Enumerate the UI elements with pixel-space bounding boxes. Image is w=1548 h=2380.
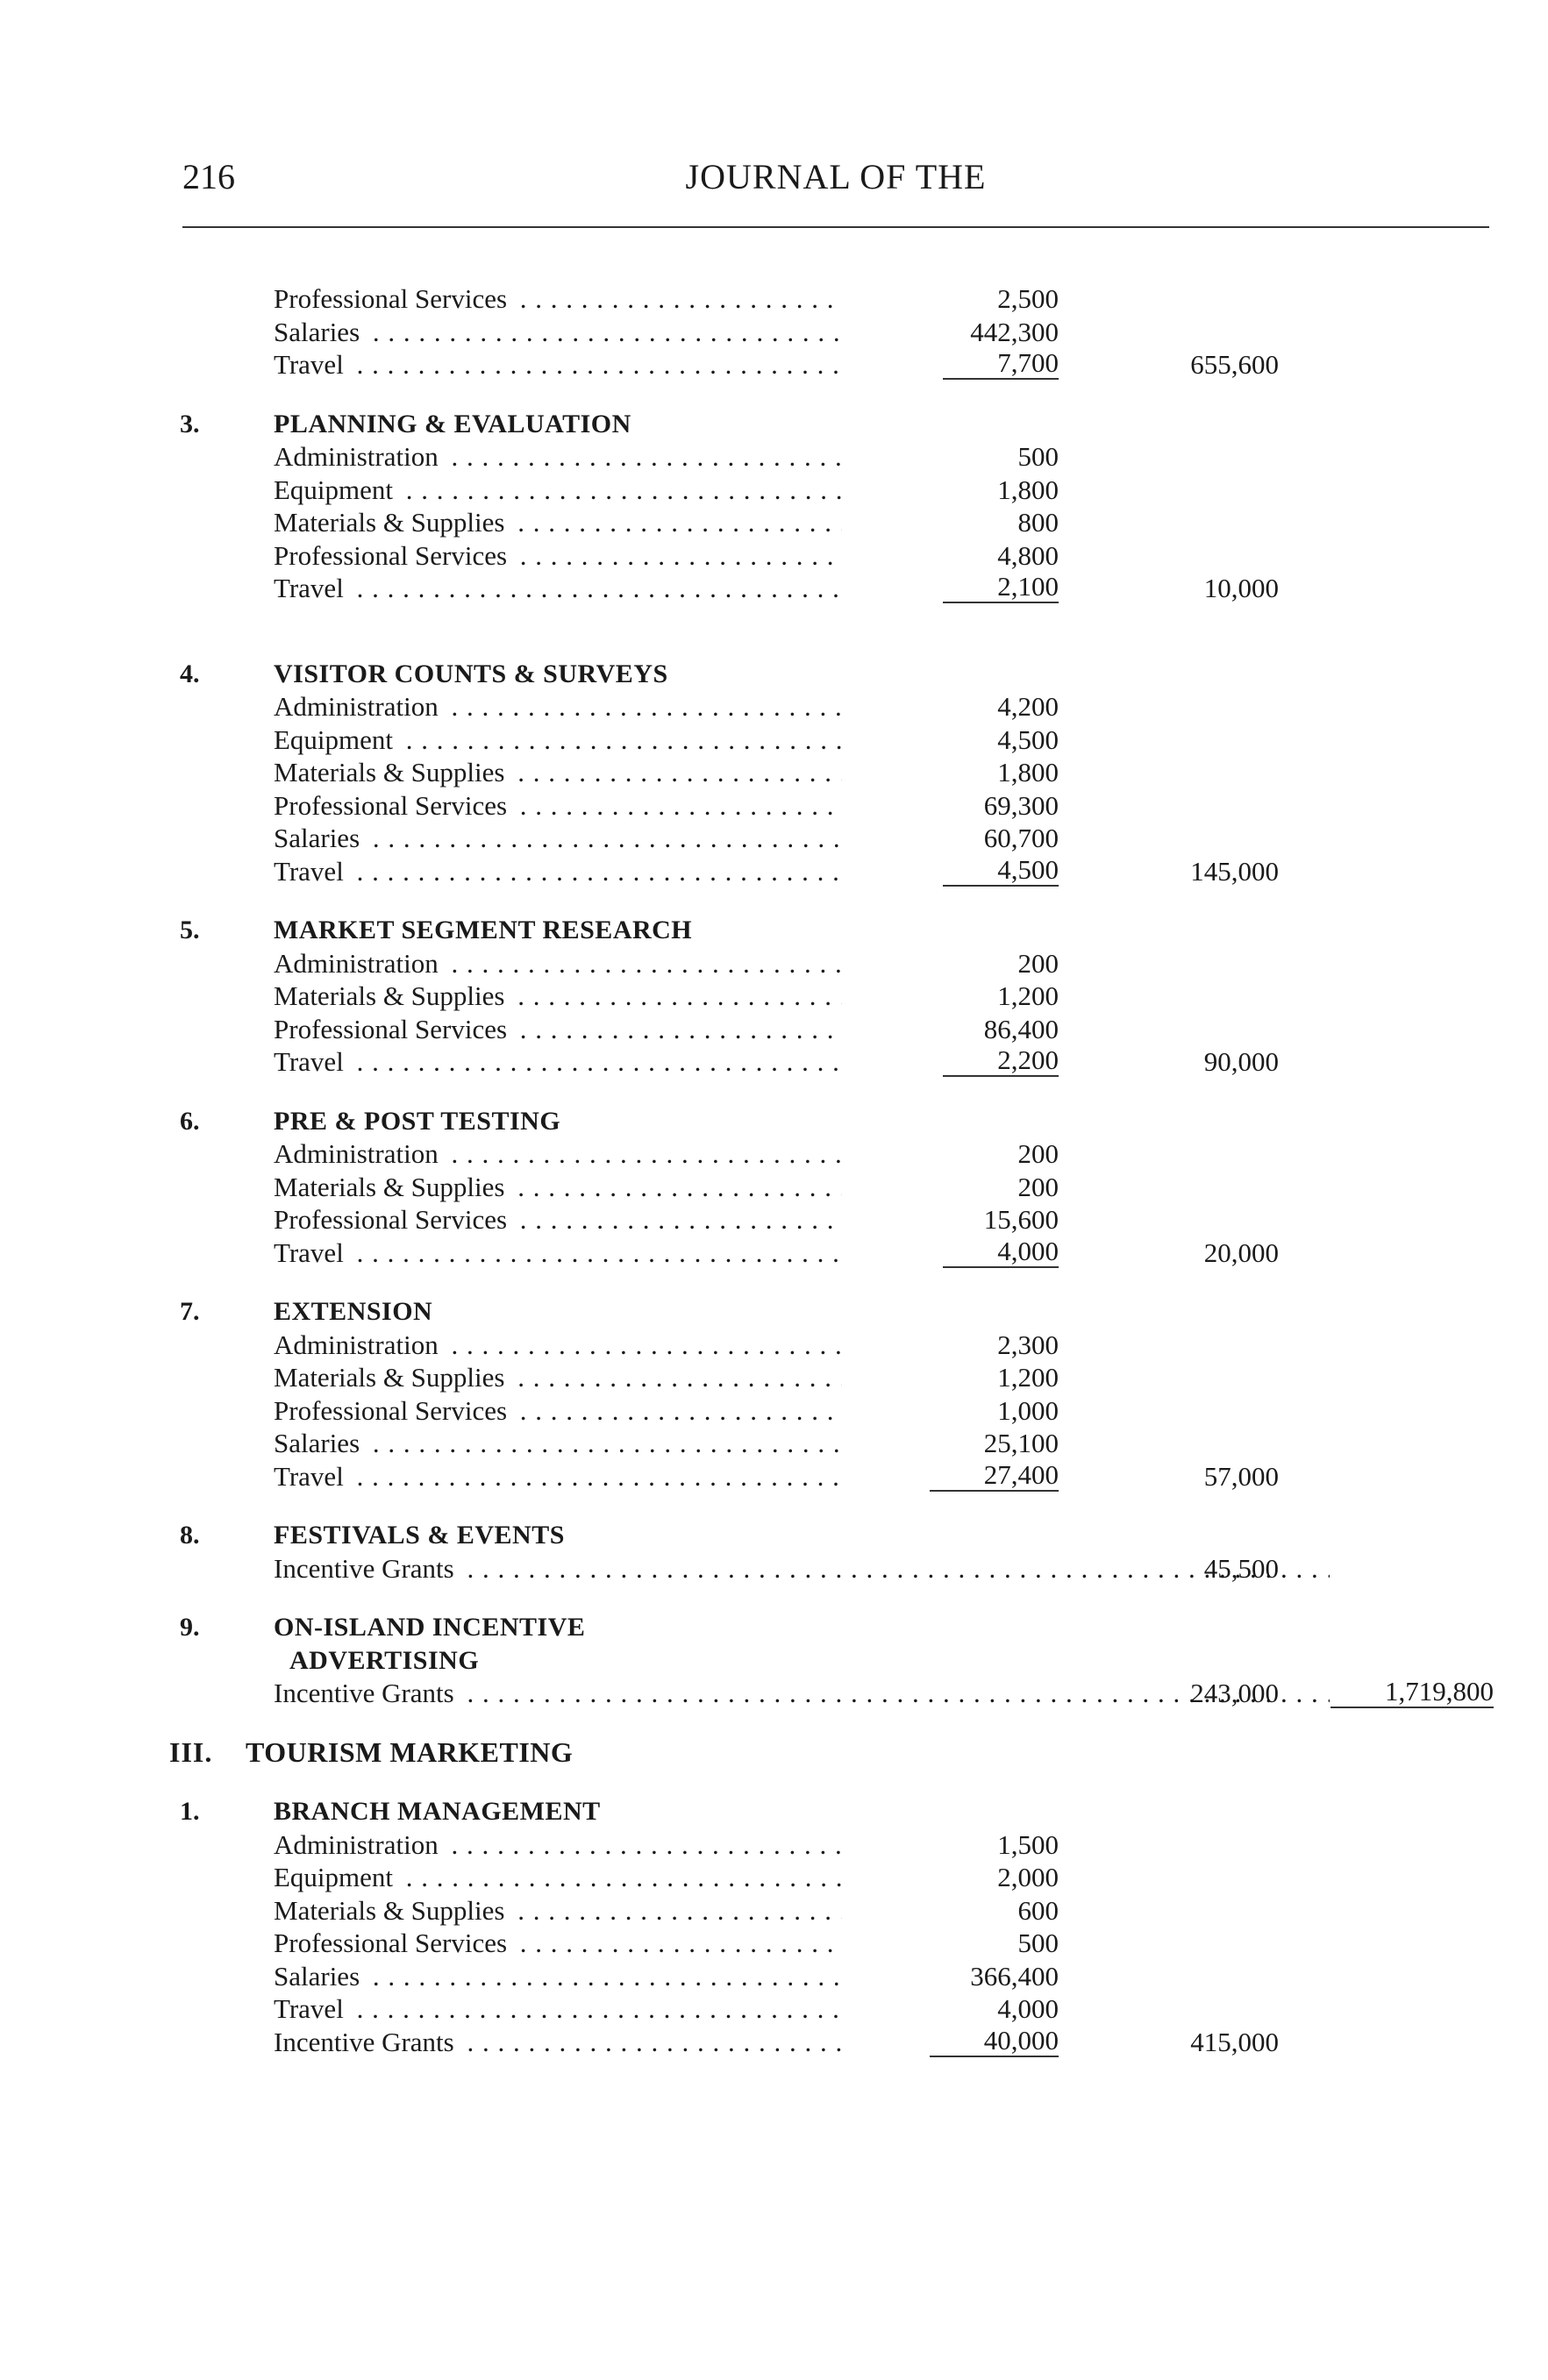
section-title: MARKET SEGMENT RESEARCH	[274, 916, 693, 944]
item-label-text: Administration	[274, 1329, 444, 1360]
section-number: 3.	[180, 409, 200, 438]
line-item	[0, 1460, 1548, 1493]
item-amount: 25,100	[983, 1428, 1059, 1458]
section-title: PLANNING & EVALUATION	[274, 409, 631, 438]
item-label	[274, 539, 842, 573]
item-label-text: Materials & Supplies	[274, 507, 510, 538]
line-item	[0, 572, 1548, 605]
item-label-text: Travel	[274, 573, 349, 603]
item-label	[274, 1236, 842, 1270]
item-label	[274, 947, 842, 980]
item-label-text: Administration	[274, 691, 444, 722]
item-label-text: Professional Services	[274, 1014, 512, 1044]
line-item	[0, 822, 1548, 855]
item-amount: 1,500	[997, 1828, 1059, 1860]
line-item	[0, 1137, 1548, 1171]
item-amount: 4,000	[997, 1993, 1059, 2024]
item-amount: 1,800	[997, 474, 1059, 505]
item-label-text: Materials & Supplies	[274, 1172, 510, 1202]
section-title: FESTIVALS & EVENTS	[274, 1521, 565, 1550]
item-label	[274, 1361, 842, 1394]
line-item	[0, 756, 1548, 789]
item-label	[274, 1861, 842, 1894]
item-amount: 27,400	[930, 1460, 1059, 1492]
item-amount: 4,500	[997, 723, 1059, 755]
line-item	[0, 1894, 1548, 1928]
item-label-text: Materials & Supplies	[274, 1362, 510, 1393]
line-item	[0, 1960, 1548, 1993]
program-number: III.	[169, 1735, 213, 1768]
item-label-text: Professional Services	[274, 1204, 512, 1235]
item-label-text: Salaries	[274, 1961, 365, 1992]
item-amount: 4,200	[997, 691, 1059, 722]
item-label	[274, 2026, 842, 2059]
line-item	[0, 1329, 1548, 1362]
line-item	[0, 1677, 1548, 1710]
item-label	[274, 1894, 842, 1928]
item-label-text: Professional Services	[274, 790, 512, 821]
page-header	[182, 156, 1489, 202]
item-label-text: Materials & Supplies	[274, 757, 510, 787]
section-heading	[0, 1105, 1548, 1138]
item-label-text: Professional Services	[274, 1395, 512, 1426]
spacer	[0, 605, 1548, 658]
item-label-text: Professional Services	[274, 283, 512, 314]
line-item	[0, 1203, 1548, 1236]
section-number: 1.	[180, 1797, 200, 1826]
item-label-text: Incentive Grants	[274, 1553, 460, 1584]
spacer	[0, 1269, 1548, 1295]
item-amount: 1,200	[997, 980, 1059, 1011]
item-label	[274, 855, 842, 888]
section-heading	[0, 1611, 1548, 1644]
section-total: 10,000	[1203, 573, 1279, 603]
item-label-text: Administration	[274, 1138, 444, 1169]
spacer	[0, 381, 1548, 408]
line-item	[0, 947, 1548, 980]
item-label-text: Travel	[274, 1237, 349, 1268]
program-total: 1,719,800	[1330, 1677, 1494, 1708]
spacer	[0, 1710, 1548, 1736]
item-label	[274, 1992, 842, 2026]
item-label-text: Materials & Supplies	[274, 980, 510, 1011]
spacer	[0, 1769, 1548, 1795]
item-amount: 200	[1017, 1138, 1059, 1169]
line-item	[0, 474, 1548, 507]
line-item	[0, 1361, 1548, 1394]
item-label	[274, 980, 842, 1013]
section-total: 655,600	[1190, 349, 1279, 380]
line-item	[0, 348, 1548, 381]
item-label	[274, 474, 842, 507]
section-total: 20,000	[1203, 1236, 1279, 1268]
item-label	[274, 1013, 842, 1046]
line-item	[0, 1171, 1548, 1204]
line-item	[0, 1045, 1548, 1079]
item-label	[274, 1137, 842, 1171]
line-item	[0, 1992, 1548, 2026]
section-number: 9.	[180, 1613, 200, 1642]
item-label-text: Travel	[274, 1046, 349, 1077]
item-amount: 1,200	[997, 1362, 1059, 1393]
section-total: 415,000	[1190, 2026, 1279, 2057]
section-total: 145,000	[1190, 855, 1279, 887]
line-item	[0, 1427, 1548, 1460]
item-label	[274, 572, 842, 605]
section-total: 90,000	[1203, 1046, 1279, 1077]
spacer	[0, 1493, 1548, 1519]
section-heading	[0, 408, 1548, 441]
spacer	[0, 887, 1548, 914]
section-heading	[0, 1795, 1548, 1828]
item-amount: 500	[1017, 441, 1059, 472]
item-label-text: Professional Services	[274, 1928, 512, 1958]
item-amount: 800	[1017, 507, 1059, 538]
item-label-text: Equipment	[274, 474, 398, 505]
item-label-text: Equipment	[274, 1862, 398, 1892]
item-label-text: Materials & Supplies	[274, 1895, 510, 1926]
item-label-text: Administration	[274, 441, 444, 472]
item-label	[274, 282, 842, 316]
item-amount: 7,700	[943, 348, 1059, 380]
item-label-text: Travel	[274, 349, 349, 380]
item-label	[274, 1460, 842, 1493]
line-item	[0, 1394, 1548, 1428]
spacer	[0, 1079, 1548, 1105]
item-label	[274, 723, 842, 757]
item-label	[274, 1427, 842, 1460]
item-amount: 86,400	[983, 1013, 1059, 1044]
section-number: 7.	[180, 1297, 200, 1326]
section-title: VISITOR COUNTS & SURVEYS	[274, 659, 668, 688]
section-title: EXTENSION	[274, 1297, 433, 1326]
section-number: 6.	[180, 1106, 200, 1136]
section-number: 4.	[180, 659, 200, 688]
line-item	[0, 1552, 1548, 1585]
line-item	[0, 539, 1548, 573]
section-heading	[0, 1644, 1548, 1678]
appropriations-table	[0, 282, 1548, 2058]
item-label	[274, 316, 842, 349]
item-label	[274, 1329, 842, 1362]
item-amount: 2,300	[997, 1329, 1059, 1360]
line-item	[0, 1828, 1548, 1862]
item-label-text: Salaries	[274, 317, 365, 347]
section-heading	[0, 1736, 1548, 1770]
item-label	[274, 756, 842, 789]
program-title: TOURISM MARKETING	[246, 1735, 574, 1768]
section-number: 8.	[180, 1521, 200, 1550]
line-item	[0, 2026, 1548, 2059]
line-item	[0, 980, 1548, 1013]
section-title: PRE & POST TESTING	[274, 1106, 561, 1136]
line-item	[0, 690, 1548, 723]
line-item	[0, 1861, 1548, 1894]
line-item	[0, 440, 1548, 474]
item-amount: 2,500	[997, 283, 1059, 314]
item-label	[274, 1960, 842, 1993]
item-label	[274, 822, 842, 855]
item-amount: 2,100	[943, 572, 1059, 603]
line-item	[0, 316, 1548, 349]
section-heading	[0, 658, 1548, 691]
item-label-text: Salaries	[274, 823, 365, 853]
item-label-text: Incentive Grants	[274, 2027, 460, 2057]
item-label-text: Travel	[274, 1993, 349, 2024]
item-amount: 4,800	[997, 539, 1059, 571]
item-label-text: Salaries	[274, 1428, 365, 1458]
section-title: ON-ISLAND INCENTIVE	[274, 1613, 586, 1642]
line-item	[0, 1927, 1548, 1960]
item-amount: 4,000	[943, 1236, 1059, 1268]
item-amount: 200	[1017, 947, 1059, 979]
item-amount: 60,700	[983, 823, 1059, 853]
header-rule	[182, 226, 1489, 228]
item-label	[274, 1677, 1330, 1710]
item-label	[274, 690, 842, 723]
item-label-text: Travel	[274, 1461, 349, 1492]
item-label	[274, 1552, 1330, 1585]
item-label	[274, 1394, 842, 1428]
item-label	[274, 1045, 842, 1079]
item-amount: 500	[1017, 1928, 1059, 1958]
item-label-text: Administration	[274, 948, 444, 979]
item-amount: 600	[1017, 1894, 1059, 1926]
section-title-continued: ADVERTISING	[289, 1645, 480, 1675]
line-item	[0, 1236, 1548, 1270]
section-title: BRANCH MANAGEMENT	[274, 1797, 601, 1826]
running-title: JOURNAL OF THE	[685, 157, 987, 196]
section-number: 5.	[180, 916, 200, 944]
item-label	[274, 789, 842, 823]
item-amount: 4,500	[943, 855, 1059, 887]
line-item	[0, 506, 1548, 539]
item-amount: 366,400	[970, 1960, 1059, 1992]
item-amount: 69,300	[983, 789, 1059, 821]
spacer	[0, 1585, 1548, 1611]
line-item	[0, 282, 1548, 316]
item-amount: 2,200	[943, 1045, 1059, 1077]
item-label-text: Travel	[274, 856, 349, 887]
section-heading	[0, 914, 1548, 947]
section-total: 57,000	[1203, 1460, 1279, 1492]
line-item	[0, 723, 1548, 757]
item-label-text: Equipment	[274, 724, 398, 755]
section-heading	[0, 1519, 1548, 1552]
item-label	[274, 1171, 842, 1204]
item-amount: 442,300	[970, 316, 1059, 347]
item-amount: 40,000	[930, 2026, 1059, 2057]
item-label-text: Incentive Grants	[274, 1678, 460, 1708]
item-label	[274, 1828, 842, 1862]
section-total: 45,500	[1203, 1552, 1279, 1584]
item-label	[274, 348, 842, 381]
item-label	[274, 506, 842, 539]
item-amount: 2,000	[997, 1862, 1059, 1892]
item-label-text: Professional Services	[274, 540, 512, 571]
item-amount: 1,800	[997, 757, 1059, 787]
page-number: 216	[182, 157, 235, 196]
line-item	[0, 855, 1548, 888]
item-label	[274, 440, 842, 474]
line-item	[0, 1013, 1548, 1046]
line-item	[0, 789, 1548, 823]
item-label	[274, 1927, 842, 1960]
item-amount: 1,000	[997, 1394, 1059, 1426]
item-label	[274, 1203, 842, 1236]
section-heading	[0, 1295, 1548, 1329]
item-amount: 15,600	[983, 1204, 1059, 1235]
item-label-text: Administration	[274, 1829, 444, 1860]
item-amount: 200	[1017, 1171, 1059, 1202]
section-total: 243,000	[1190, 1678, 1279, 1708]
